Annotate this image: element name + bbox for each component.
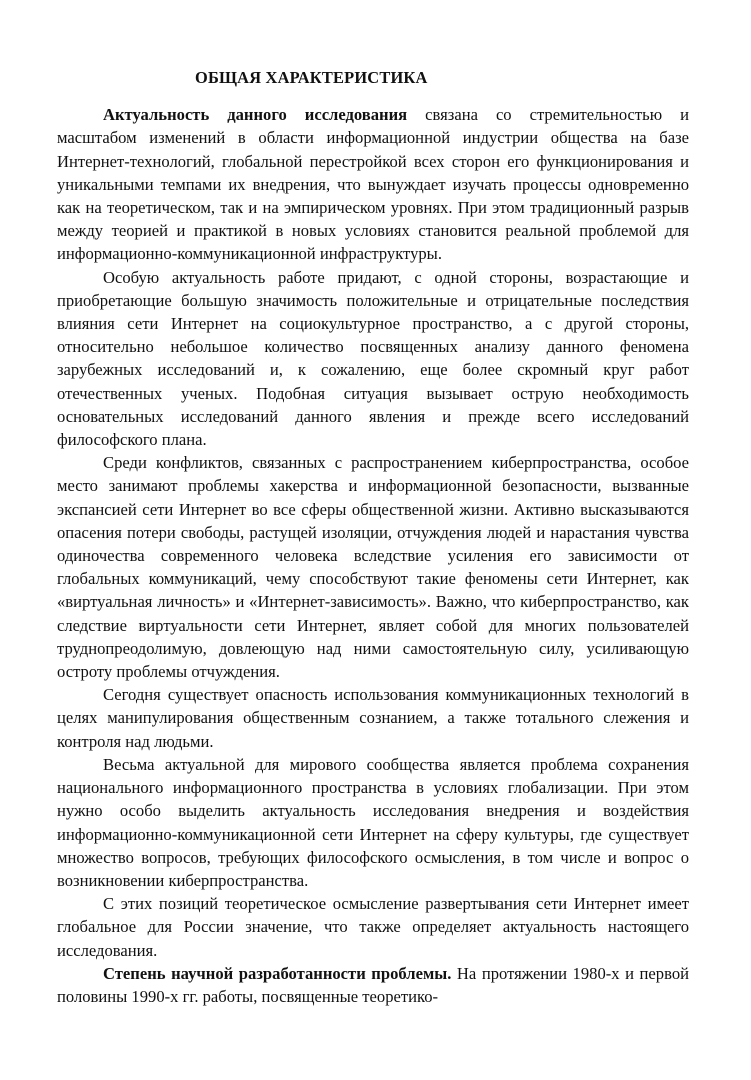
paragraph-conflicts (57, 451, 689, 683)
paragraph-text: Сегодня существует опасность использования коммуникационных технологий в целях манипулирования общественным сознанием, а также тотального слежения и контроля над людьми. (57, 685, 689, 751)
document-page (57, 66, 689, 1008)
paragraph-lead: Степень научной разработанности проблемы. (103, 963, 452, 983)
paragraph-text: связана со стремительностью и масштабом изменений в области информационной индустрии общества на базе Интернет-технологий, глобальной перестройкой всех сторон его функционирования и уникальными темпами их внедрения, что вынуждает изучать процессы одновременно как на теоретическом, так и на эмпирическом уровнях. При этом традиционный разрыв между теорией и практикой в новых условиях становится реальной проблемой для информационно-коммуникационной инфраструктуры. (57, 105, 689, 264)
paragraph-text: Весьма актуальной для мирового сообщества является проблема сохранения национального информационного пространства в условиях глобализации. При этом нужно особо выделить актуальность исследования внедрения и воздействия информационно-коммуникационной сети Интернет на сферу культуры, где существует множество вопросов, требующих философского осмысления, в том числе и вопрос о возникновении киберпространства. (57, 754, 689, 890)
paragraph-text: С этих позиций теоретическое осмысление развертывания сети Интернет имеет глобальное для России значение, что также определяет актуальность настоящего исследования. (57, 894, 689, 960)
paragraph-text: На протяжении 1980-х и первой половины 1990-х гг. работы, посвященные теоретико- (57, 963, 689, 1006)
paragraph-degree (57, 962, 689, 1008)
paragraph-relevance (57, 103, 689, 265)
paragraph-importance (57, 266, 689, 452)
paragraph-positions (57, 892, 689, 962)
paragraph-text: Среди конфликтов, связанных с распространением киберпространства, особое место занимают проблемы хакерства и информационной безопасности, вызванные экспансией сети Интернет во все сферы общественной жизни. Активно высказываются опасения потери свободы, растущей изоляции, отчуждения людей и нарастания чувства одиночества современного человека вследствие усиления его зависимости от глобальных коммуникаций, чему способствуют такие феномены сети Интернет, как «виртуальная личность» и «Интернет-зависимость». Важно, что киберпространство, как следствие виртуальности сети Интернет, являет собой для многих пользователей труднопреодолимую, довлеющую над ними самостоятельную силу, усиливающую остроту проблемы отчуждения. (57, 453, 689, 682)
paragraph-lead: Актуальность данного исследования (103, 105, 408, 125)
paragraph-national-space (57, 753, 689, 892)
paragraph-text: Особую актуальность работе придают, с одной стороны, возрастающие и приобретающие большую значимость положительные и отрицательные последствия влияния сети Интернет на социокультурное пространство, а с другой стороны, относительно небольшое количество посвященных анализу данного феномена зарубежных исследований и, к сожалению, еще более скромный круг работ отечественных ученых. Подобная ситуация вызывает острую необходимость основательных исследований данного явления и прежде всего исследований философского плана. (57, 267, 689, 450)
paragraph-manipulation (57, 683, 689, 753)
section-heading: ОБЩАЯ ХАРАКТЕРИСТИКА (195, 68, 428, 87)
